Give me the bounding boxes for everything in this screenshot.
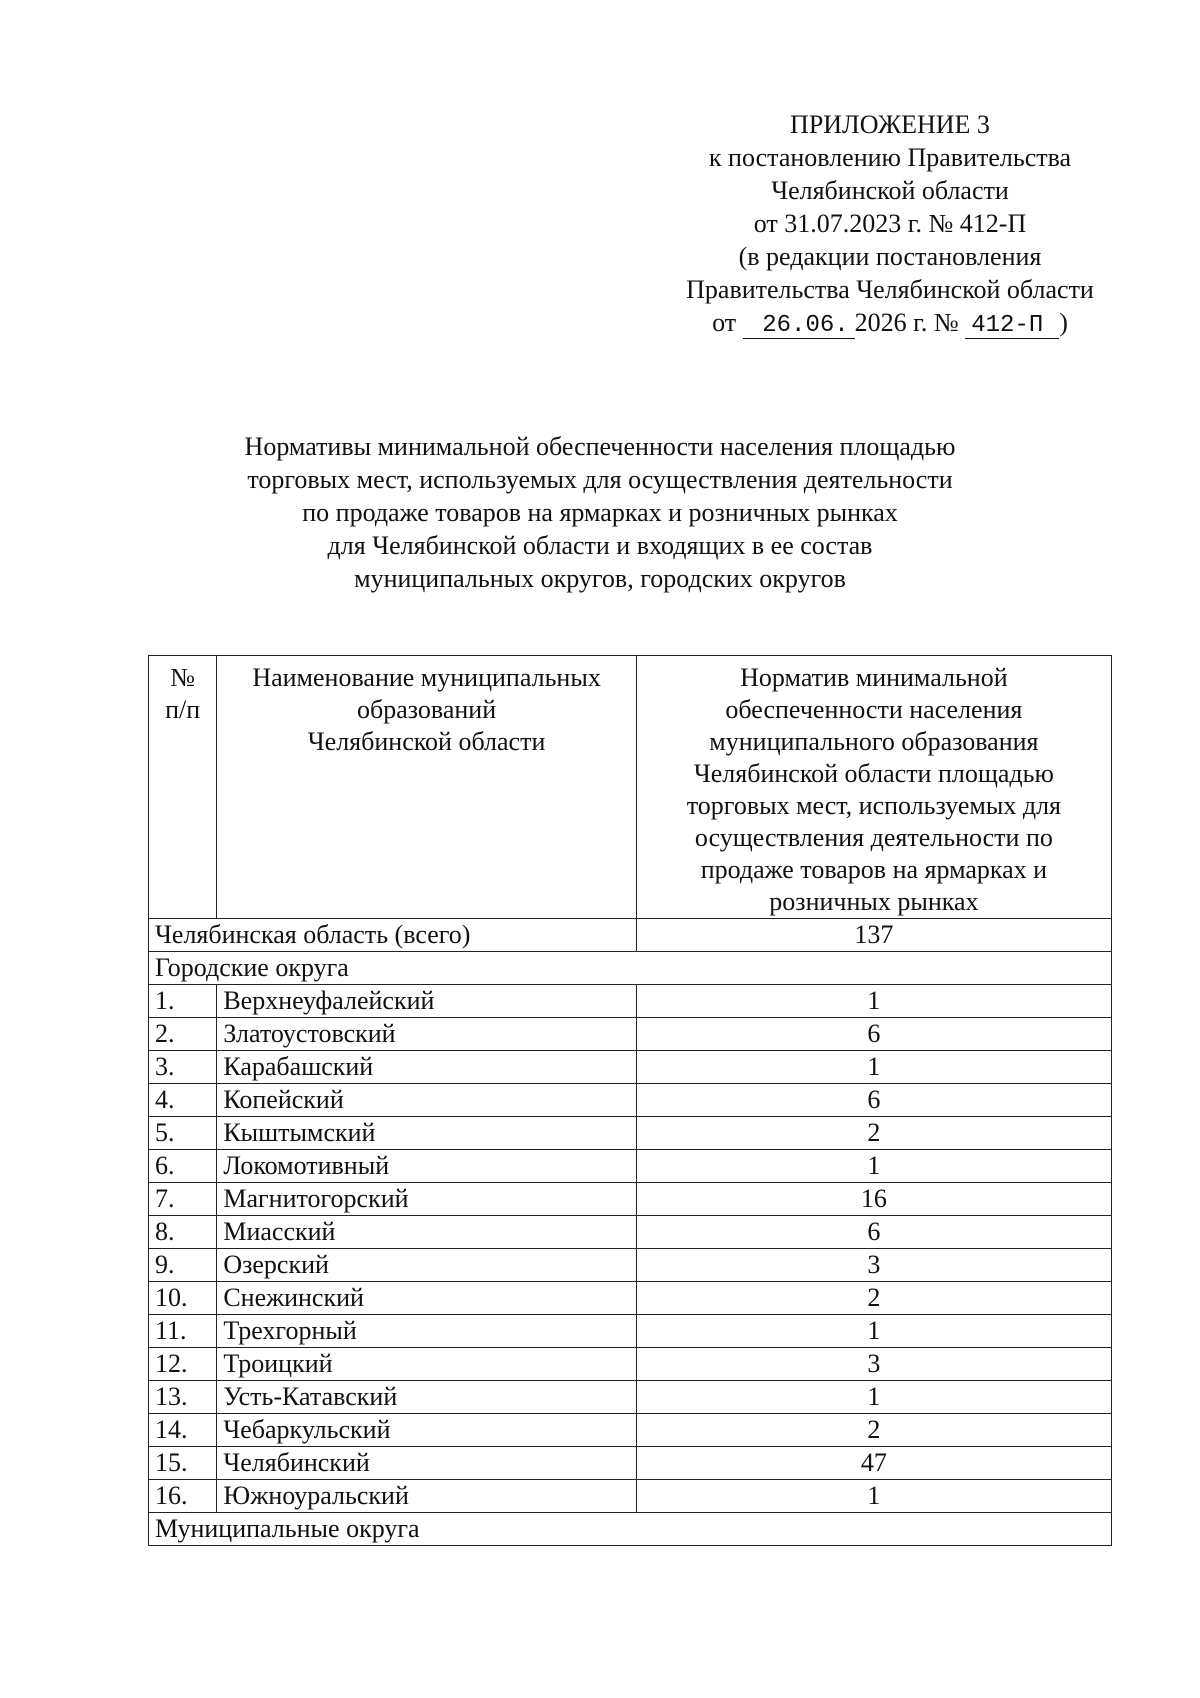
- row-number: 15.: [149, 1447, 217, 1480]
- total-row: [149, 919, 1112, 952]
- row-number: 2.: [149, 1018, 217, 1051]
- header-value: Норматив минимальной обеспеченности населения муниципального образования Челябинской области площадью торговых мест, используемых для осуществления деятельности по продаже товаров на ярмарках и розничных рынках: [636, 656, 1111, 919]
- appendix-line-4: (в редакции постановления: [738, 242, 1042, 271]
- row-number: 4.: [149, 1084, 217, 1117]
- row-value: 3: [636, 1249, 1111, 1282]
- appendix-date-field: 26.06.: [743, 314, 855, 339]
- row-name: Магнитогорский: [217, 1183, 636, 1216]
- row-name: Озерский: [217, 1249, 636, 1282]
- title-line: муниципальных округов, городских округов: [354, 564, 846, 593]
- table-row: [149, 1414, 1112, 1447]
- row-name: Локомотивный: [217, 1150, 636, 1183]
- row-name: Верхнеуфалейский: [217, 985, 636, 1018]
- row-number: 14.: [149, 1414, 217, 1447]
- row-name: Копейский: [217, 1084, 636, 1117]
- appendix-title: ПРИЛОЖЕНИЕ 3: [790, 110, 990, 139]
- table-row: [149, 1381, 1112, 1414]
- row-value: 47: [636, 1447, 1111, 1480]
- row-value: 16: [636, 1183, 1111, 1216]
- appendix-line-1: к постановлению Правительства: [708, 143, 1072, 172]
- appendix-line-6: [640, 306, 1140, 339]
- row-number: 10.: [149, 1282, 217, 1315]
- row-value: 1: [636, 1150, 1111, 1183]
- header-name: Наименование муниципальных образований Челябинской области: [217, 656, 636, 919]
- section-row-municipal: [149, 1513, 1112, 1546]
- table-row: [149, 1348, 1112, 1381]
- row-number: 11.: [149, 1315, 217, 1348]
- table-row: [149, 1216, 1112, 1249]
- row-number: 8.: [149, 1216, 217, 1249]
- table-row: [149, 985, 1112, 1018]
- appendix-line-5: Правительства Челябинской области: [686, 275, 1094, 304]
- row-value: 6: [636, 1084, 1111, 1117]
- row-name: Златоустовский: [217, 1018, 636, 1051]
- row-value: 2: [636, 1414, 1111, 1447]
- row-value: 1: [636, 1051, 1111, 1084]
- row-number: 6.: [149, 1150, 217, 1183]
- table-row: [149, 1282, 1112, 1315]
- table-row: [149, 1315, 1112, 1348]
- row-name: Карабашский: [217, 1051, 636, 1084]
- section-label-urban: Городские округа: [149, 952, 1112, 985]
- row-name: Снежинский: [217, 1282, 636, 1315]
- table-row: [149, 1051, 1112, 1084]
- row-name: Трехгорный: [217, 1315, 636, 1348]
- row-name: Троицкий: [217, 1348, 636, 1381]
- table-row: [149, 1480, 1112, 1513]
- row-name: Чебаркульский: [217, 1414, 636, 1447]
- row-name: Челябинский: [217, 1447, 636, 1480]
- appendix-line-2: Челябинской области: [771, 176, 1009, 205]
- table-row: [149, 1117, 1112, 1150]
- row-value: 6: [636, 1018, 1111, 1051]
- row-value: 2: [636, 1117, 1111, 1150]
- row-name: Южноуральский: [217, 1480, 636, 1513]
- row-value: 1: [636, 1480, 1111, 1513]
- header-num: № п/п: [149, 656, 217, 919]
- row-value: 3: [636, 1348, 1111, 1381]
- total-label: Челябинская область (всего): [149, 919, 637, 952]
- section-row-urban: [149, 952, 1112, 985]
- table-row: [149, 1249, 1112, 1282]
- norms-table: [148, 655, 1112, 1546]
- table-header-row: [149, 656, 1112, 919]
- total-value: 137: [636, 919, 1111, 952]
- appendix-year-text: 2026 г. №: [854, 308, 959, 337]
- row-value: 1: [636, 1315, 1111, 1348]
- row-name: Усть-Катавский: [217, 1381, 636, 1414]
- row-value: 2: [636, 1282, 1111, 1315]
- row-value: 1: [636, 1381, 1111, 1414]
- appendix-number-field: 412-П: [965, 314, 1059, 339]
- title-line: Нормативы минимальной обеспеченности населения площадью: [244, 432, 956, 461]
- row-number: 1.: [149, 985, 217, 1018]
- section-label-municipal: Муниципальные округа: [149, 1513, 1112, 1546]
- row-value: 1: [636, 985, 1111, 1018]
- document-title: [150, 430, 1050, 595]
- row-number: 5.: [149, 1117, 217, 1150]
- appendix-ot: от: [712, 308, 737, 337]
- table-row: [149, 1183, 1112, 1216]
- table-row: [149, 1018, 1112, 1051]
- table-row: [149, 1447, 1112, 1480]
- row-name: Кыштымский: [217, 1117, 636, 1150]
- title-line: для Челябинской области и входящих в ее состав: [327, 531, 873, 560]
- row-number: 3.: [149, 1051, 217, 1084]
- row-name: Миасский: [217, 1216, 636, 1249]
- title-line: торговых мест, используемых для осуществления деятельности: [247, 465, 953, 494]
- row-number: 16.: [149, 1480, 217, 1513]
- appendix-line-3: от 31.07.2023 г. № 412-П: [753, 209, 1027, 238]
- table-row: [149, 1084, 1112, 1117]
- row-number: 12.: [149, 1348, 217, 1381]
- row-number: 9.: [149, 1249, 217, 1282]
- row-number: 7.: [149, 1183, 217, 1216]
- appendix-header: [640, 108, 1140, 339]
- row-number: 13.: [149, 1381, 217, 1414]
- title-line: по продаже товаров на ярмарках и розничных рынках: [302, 498, 898, 527]
- appendix-closing: ): [1059, 308, 1068, 337]
- row-value: 6: [636, 1216, 1111, 1249]
- table-row: [149, 1150, 1112, 1183]
